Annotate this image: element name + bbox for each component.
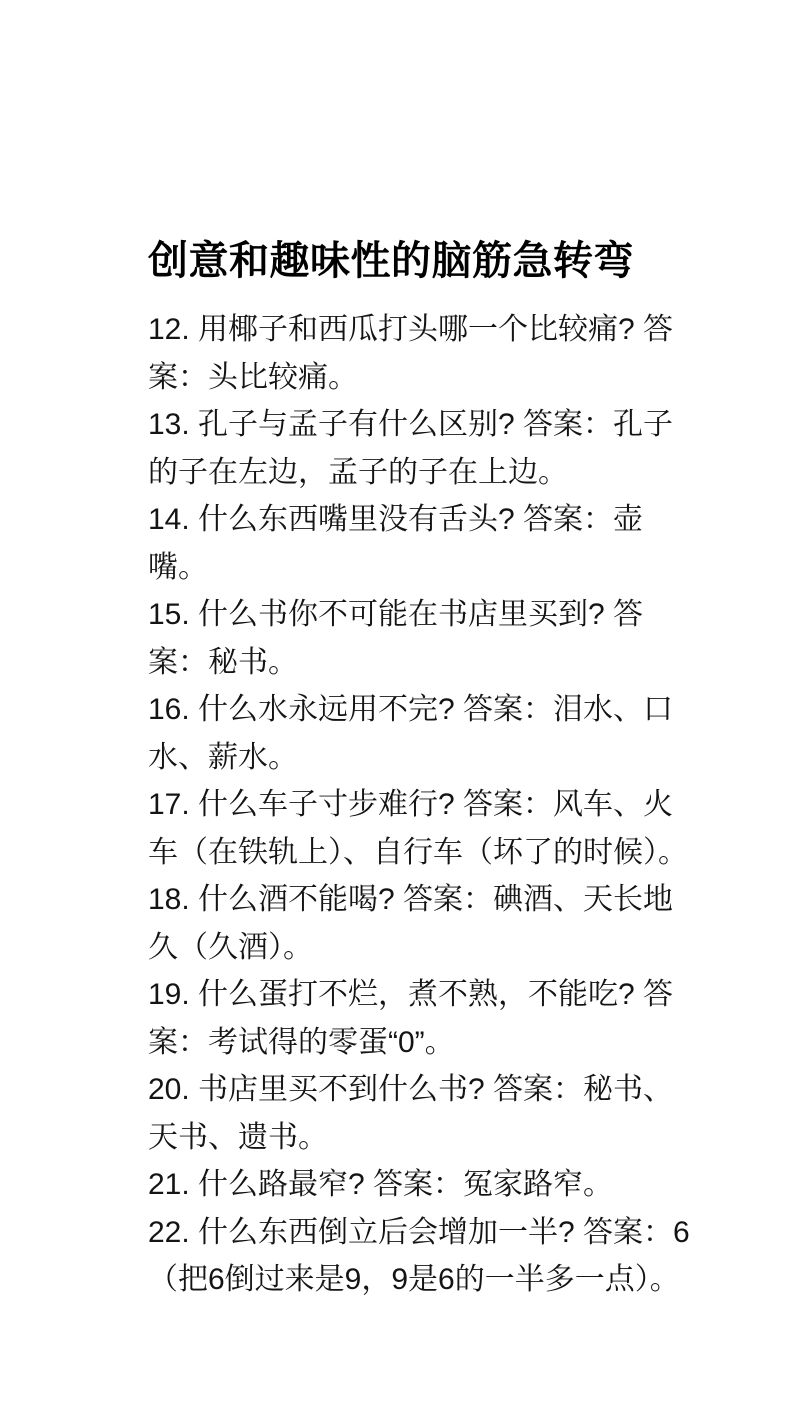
riddle-item-13: 13. 孔子与孟子有什么区别? 答案：孔子的子在左边，孟子的子在上边。: [148, 408, 674, 489]
riddle-item-14: 14. 什么东西嘴里没有舌头? 答案：壶嘴。: [148, 503, 644, 584]
riddle-item-22: 22. 什么东西倒立后会增加一半? 答案：6（把6倒过来是9，9是6的一半多一点）。: [148, 1215, 690, 1296]
document-content: [148, 240, 693, 1304]
riddle-item-17: 17. 什么车子寸步难行? 答案：风车、火车（在铁轨上）、自行车（坏了的时候）。: [148, 788, 688, 869]
riddle-item-15: 15. 什么书你不可能在书店里买到? 答案：秘书。: [148, 598, 644, 679]
page-title: 创意和趣味性的脑筋急转弯: [148, 239, 634, 283]
riddle-item-16: 16. 什么水永远用不完? 答案：泪水、口水、薪水。: [148, 693, 674, 774]
riddle-item-20: 20. 书店里买不到什么书? 答案：秘书、天书、遗书。: [148, 1073, 674, 1154]
riddle-item-19: 19. 什么蛋打不烂，煮不熟，不能吃? 答案：考试得的零蛋“0”。: [148, 978, 674, 1059]
riddle-item-12: 12. 用椰子和西瓜打头哪一个比较痛? 答案：头比较痛。: [148, 313, 674, 394]
riddle-item-18: 18. 什么酒不能喝? 答案：碘酒、天长地久（久酒）。: [148, 883, 674, 964]
riddle-item-21: 21. 什么路最窄? 答案：冤家路窄。: [148, 1168, 614, 1201]
